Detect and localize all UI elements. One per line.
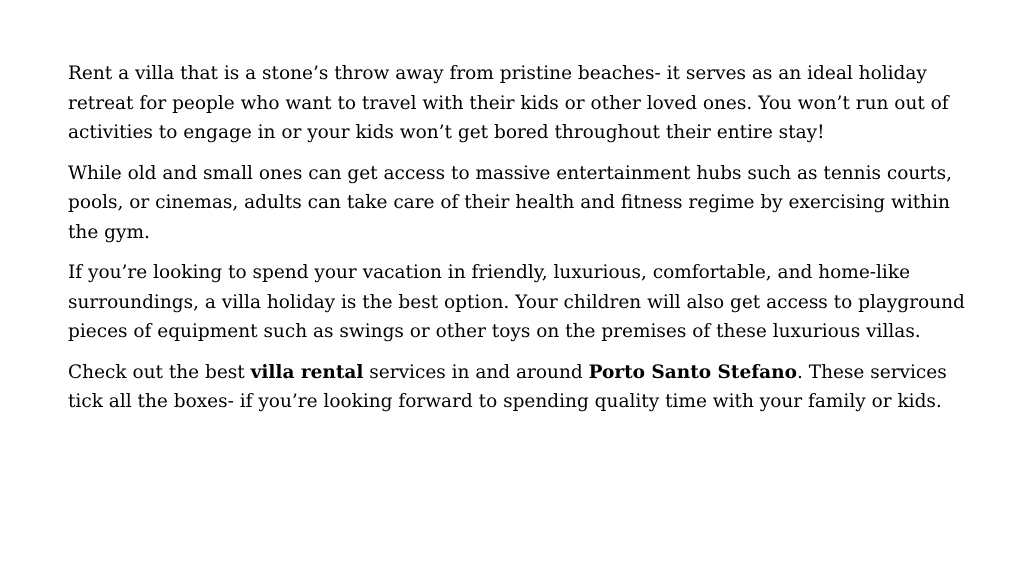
paragraph-4-text-start: Check out the best [68,361,251,383]
paragraph-3: If you’re looking to spend your vacation in friendly, luxurious, comfortable, and home-like surroundings, a villa holiday is the best option. Your children will also get access to playground pieces of equipment such as swings or other toys on the premises of these luxurious villas. [68,262,965,342]
slide-body [68,59,968,428]
paragraph-4-text-middle: services in and around [363,361,589,383]
paragraph-4-text-end: . These services tick all the boxes- if you’re looking forward to spending quality time with your family or kids. [68,361,947,412]
porto-santo-stefano-highlight: Porto Santo Stefano [588,361,797,383]
paragraph-1: Rent a villa that is a stone’s throw away from pristine beaches- it serves as an ideal holiday retreat for people who want to travel with their kids or other loved ones. You won’t run out of activities to engage in or your kids won’t get bored throughout their entire stay! [68,63,949,143]
paragraph-4 [68,358,968,417]
villa-rental-highlight: villa rental [250,361,364,383]
paragraph-2: While old and small ones can get access to massive entertainment hubs such as tennis courts, pools, or cinemas, adults can take care of their health and fitness regime by exercising within the gym. [68,162,952,243]
